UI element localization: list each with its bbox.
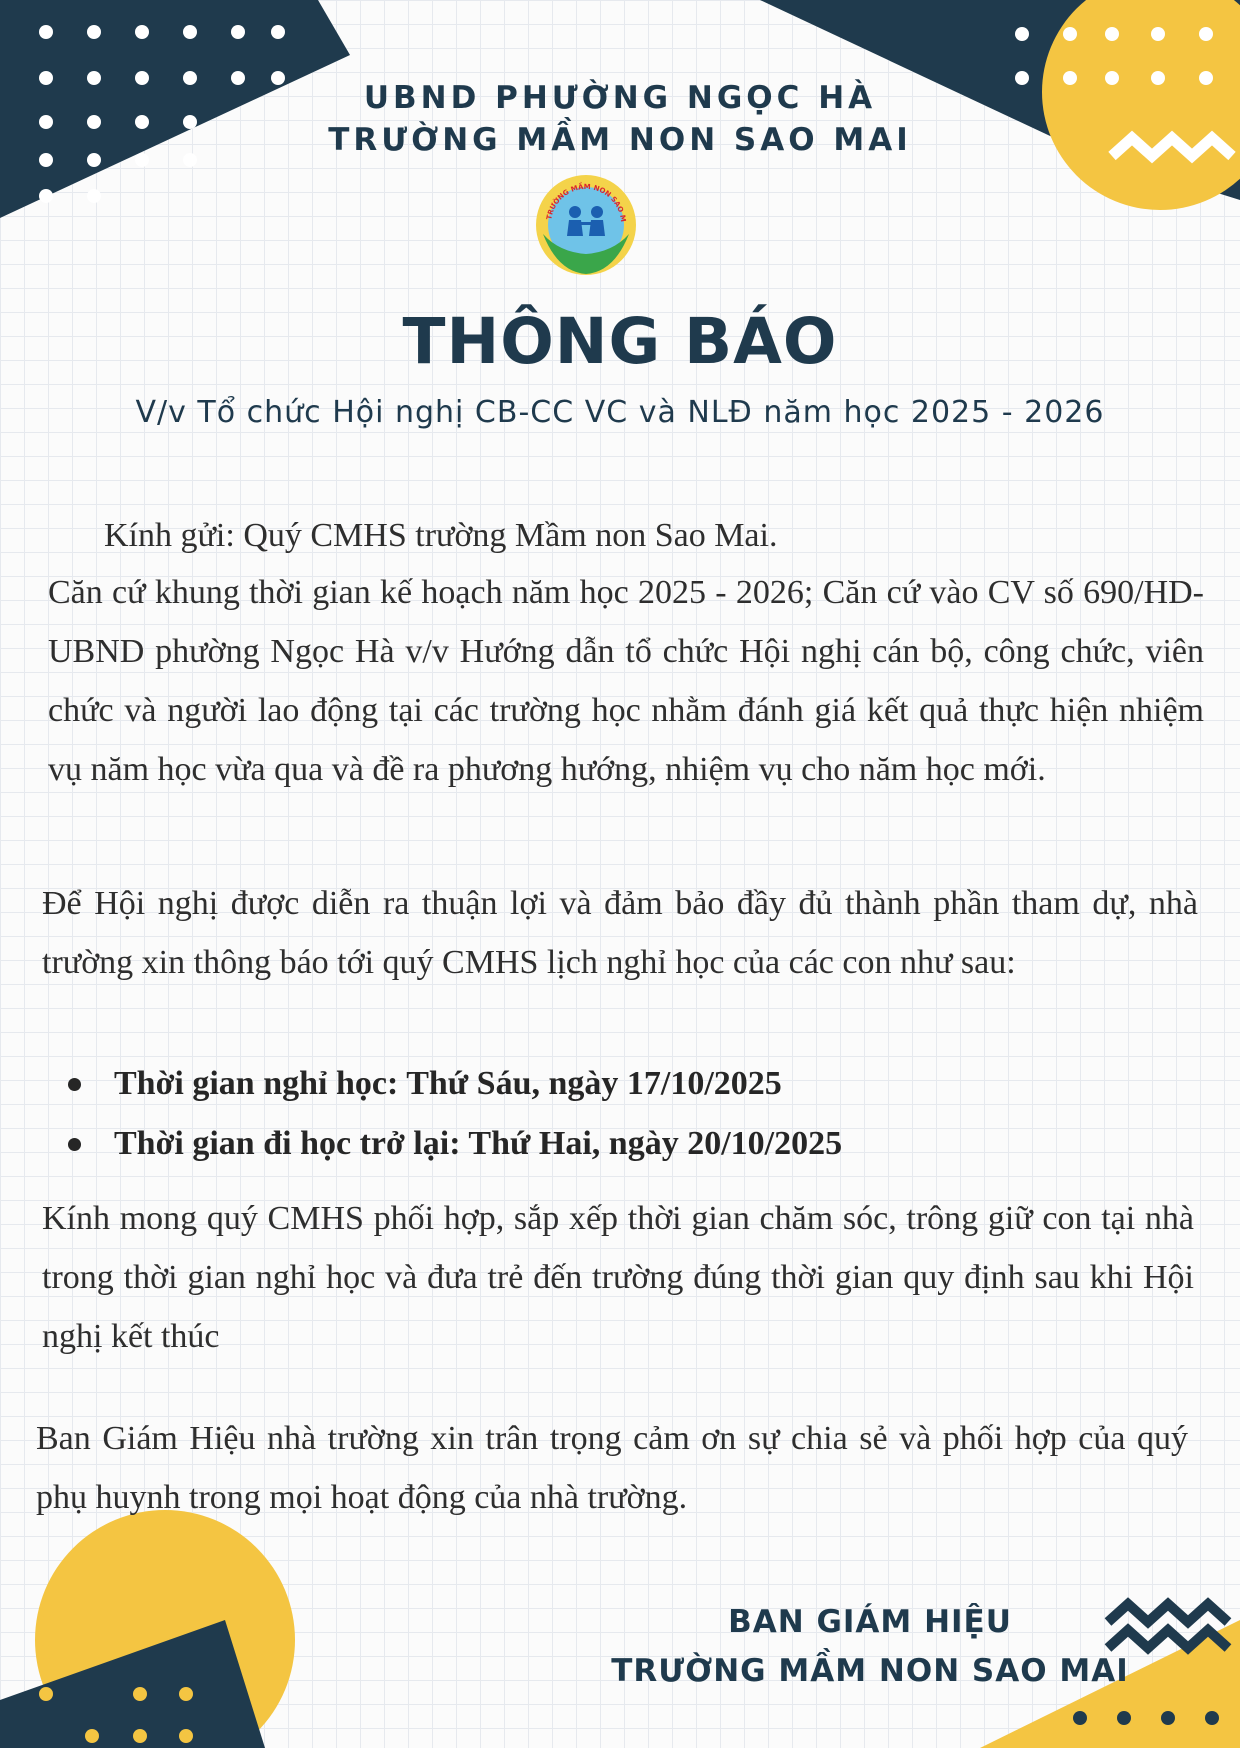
notice-title: THÔNG BÁO <box>402 305 838 378</box>
schedule-item-return <box>60 1114 1160 1174</box>
schedule-list <box>60 1054 1160 1174</box>
paragraph-request: Kính mong quý CMHS phối hợp, sắp xếp thời gian chăm sóc, trông giữ con tại nhà trong thời gian nghỉ học và đưa trẻ đến trường đúng thời gian quy định sau khi Hội nghị kết thúc <box>42 1200 1194 1355</box>
header-org-line2: TRƯỜNG MẦM NON SAO MAI <box>328 122 912 158</box>
schedule-item-off <box>60 1054 1160 1114</box>
paragraph-basis: Căn cứ khung thời gian kế hoạch năm học 2025 - 2026; Căn cứ vào CV số 690/HD-UBND phường Ngọc Hà v/v Hướng dẫn tổ chức Hội nghị cán bộ, công chức, viên chức và người lao động tại các trường học nhằm đánh giá kết quả thực hiện nhiệm vụ năm học vừa qua và đề ra phương hướng, nhiệm vụ cho năm học mới. <box>48 574 1204 788</box>
notice-subject: V/v Tổ chức Hội nghị CB-CC VC và NLĐ năm học 2025 - 2026 <box>135 395 1105 430</box>
signature-line2: TRƯỜNG MẦM NON SAO MAI <box>611 1653 1129 1689</box>
header-org-line1: UBND PHƯỜNG NGỌC HÀ <box>363 80 877 116</box>
paragraph-thanks: Ban Giám Hiệu nhà trường xin trân trọng cảm ơn sự chia sẻ và phối hợp của quý phụ huynh trong mọi hoạt động của nhà trường. <box>36 1420 1188 1516</box>
salutation: Kính gửi: Quý CMHS trường Mầm non Sao Mai. <box>104 517 778 554</box>
logo-arc-text: TRƯỜNG MẦM NON SAO M <box>545 182 628 223</box>
school-logo <box>533 172 639 278</box>
bullet-icon <box>68 1078 81 1091</box>
signature-line1: BAN GIÁM HIỆU <box>728 1604 1012 1640</box>
paragraph-purpose: Để Hội nghị được diễn ra thuận lợi và đảm bảo đầy đủ thành phần tham dự, nhà trường xin thông báo tới quý CMHS lịch nghỉ học của các con như sau: <box>42 885 1198 981</box>
schedule-item-off-text: Thời gian nghỉ học: Thứ Sáu, ngày 17/10/2025 <box>114 1065 782 1102</box>
schedule-item-return-text: Thời gian đi học trở lại: Thứ Hai, ngày 20/10/2025 <box>114 1125 843 1162</box>
bullet-icon <box>68 1138 81 1151</box>
